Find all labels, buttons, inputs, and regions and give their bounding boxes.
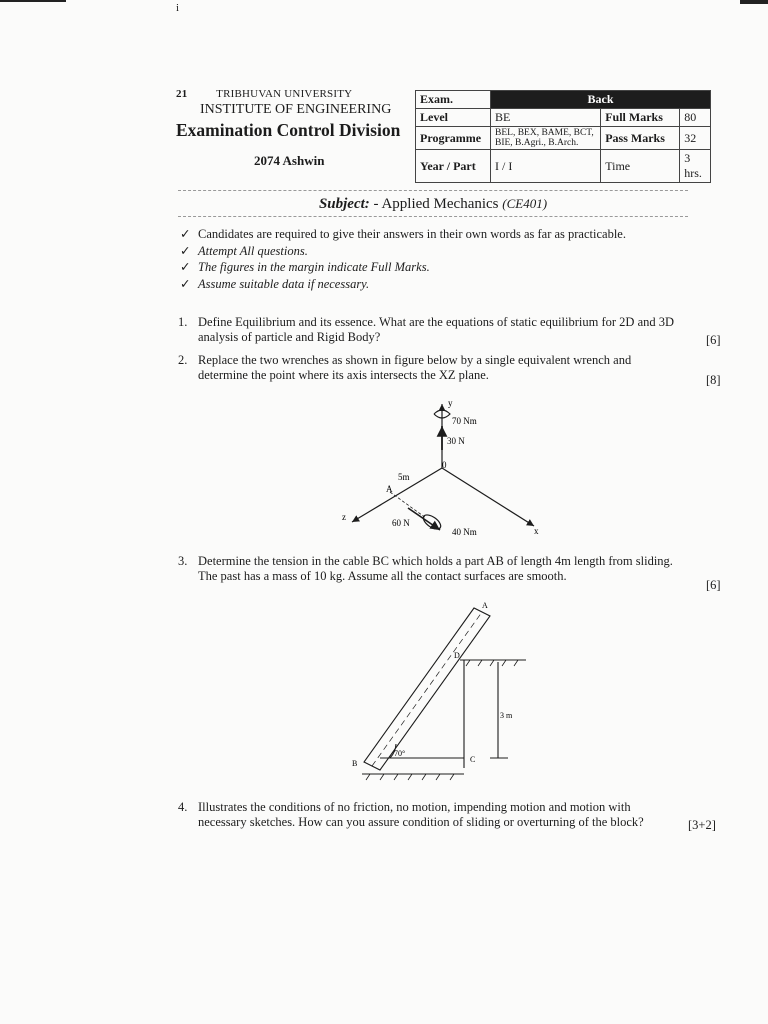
question-1: 1. Define Equilibrium and its essence. What are the equations of static equilibrium for 2D and 3D analysis of particle and Rigid Body?	[178, 315, 678, 345]
subject-code: (CE401)	[502, 196, 548, 211]
time-label: Time	[601, 150, 680, 183]
question-2-text: Replace the two wrenches as shown in figure below by a single equivalent wrench and determine the point where its axis intersects the XZ plane.	[198, 353, 632, 382]
question-1-text: Define Equilibrium and its essence. What are the equations of static equilibrium for 2D and 3D analysis of particle and Rigid Body?	[198, 315, 675, 344]
scan-edge-mark-right	[740, 0, 768, 4]
exam-label: Exam.	[416, 91, 491, 109]
question-4-marks: [3+2]	[688, 818, 716, 832]
distance-label: 5m	[398, 472, 410, 482]
instruction-item: ✓ The figures in the margin indicate Full Marks.	[180, 260, 430, 274]
point-a-label: A	[386, 484, 393, 494]
bar-centerline	[372, 612, 482, 766]
question-2-marks: [8]	[706, 373, 721, 387]
exam-value: Back	[491, 91, 711, 109]
exam-session: 2074 Ashwin	[254, 153, 325, 168]
programme-label: Programme	[416, 127, 491, 150]
moment-y-label: 70 Nm	[452, 416, 477, 426]
checkmark-icon: ✓	[180, 260, 191, 274]
point-c-label: C	[470, 755, 476, 764]
instruction-item: ✓ Candidates are required to give their answers in their own words as far as practicable.	[180, 227, 626, 241]
question-3: 3. Determine the tension in the cable BC which holds a part AB of length 4m length from sliding. The past has a mass of 10 kg. Assume all the contact surfaces are smooth.	[178, 554, 683, 584]
z-axis	[352, 468, 442, 522]
instructions-list	[180, 226, 626, 292]
dashed-ref-a	[390, 492, 426, 518]
year-value: I / I	[491, 150, 601, 183]
checkmark-icon: ✓	[180, 276, 191, 291]
checkmark-icon: ✓	[180, 243, 191, 258]
height-label: 3 m	[500, 711, 513, 720]
full-marks-label: Full Marks	[601, 109, 680, 127]
level-label: Level	[416, 109, 491, 127]
axis-y-label: y	[448, 398, 453, 408]
question-1-marks: [6]	[706, 333, 721, 347]
level-value: BE	[491, 109, 601, 127]
subject-label: Subject:	[318, 196, 370, 212]
division-name: Examination Control Division	[176, 120, 401, 140]
paper-code: 21	[176, 88, 188, 100]
subject-name: - Applied Mechanics	[373, 196, 499, 212]
year-label: Year / Part	[416, 150, 491, 183]
divider-top	[178, 190, 688, 191]
scan-edge-mark-left	[0, 0, 66, 2]
hatch-marks	[366, 660, 518, 780]
question-4-text: Illustrates the conditions of no friction, no motion, impending motion and motion with necessary sketches. How can you assure condition of sliding or overturning of the block?	[198, 800, 644, 829]
subject-line	[178, 196, 688, 213]
force-a-label: 60 N	[392, 518, 410, 528]
moment-40nm-symbol	[421, 512, 443, 532]
point-b-label: B	[352, 759, 358, 768]
point-d-label: D	[454, 651, 460, 660]
pass-marks-value: 32	[680, 127, 711, 150]
instruction-item: ✓ Attempt All questions.	[180, 243, 308, 258]
force-y-label: 30 N	[447, 436, 465, 446]
x-axis	[442, 468, 534, 526]
axis-x-label: x	[534, 526, 539, 536]
point-a-label: A	[482, 601, 488, 610]
question-3-text: Determine the tension in the cable BC which holds a part AB of length 4m length from sliding. The past has a mass of 10 kg. Assume all the contact surfaces are smooth.	[198, 554, 673, 583]
exam-info-table	[415, 90, 711, 183]
moment-a-label: 40 Nm	[452, 527, 477, 537]
question-2: 2. Replace the two wrenches as shown in figure below by a single equivalent wrench and determine the point where its axis intersects the XZ plane.	[178, 353, 678, 383]
cable-bar-diagram	[340, 598, 540, 782]
checkmark-icon: ✓	[180, 227, 191, 241]
institute-name: INSTITUTE OF ENGINEERING	[200, 102, 392, 117]
exam-header	[176, 88, 416, 169]
full-marks-value: 80	[680, 109, 711, 127]
axis-z-label: z	[342, 512, 346, 522]
question-4: 4. Illustrates the conditions of no friction, no motion, impending motion and motion with necessary sketches. How can you assure condition of sliding or overturning of the block?	[178, 800, 668, 830]
pass-marks-label: Pass Marks	[601, 127, 680, 150]
angle-label: 70°	[394, 749, 406, 758]
programme-value: BEL, BEX, BAME, BCT, BIE, B.Agri., B.Arch.	[491, 127, 601, 150]
wrench-diagram	[330, 392, 560, 540]
origin-label: 0	[442, 460, 447, 470]
divider-bottom	[178, 216, 688, 217]
instruction-item: ✓ Assume suitable data if necessary.	[180, 276, 370, 291]
question-3-marks: [6]	[706, 578, 721, 592]
page-mark: i	[176, 2, 180, 14]
time-value: 3 hrs.	[680, 150, 711, 183]
university-name: TRIBHUVAN UNIVERSITY	[216, 88, 353, 100]
